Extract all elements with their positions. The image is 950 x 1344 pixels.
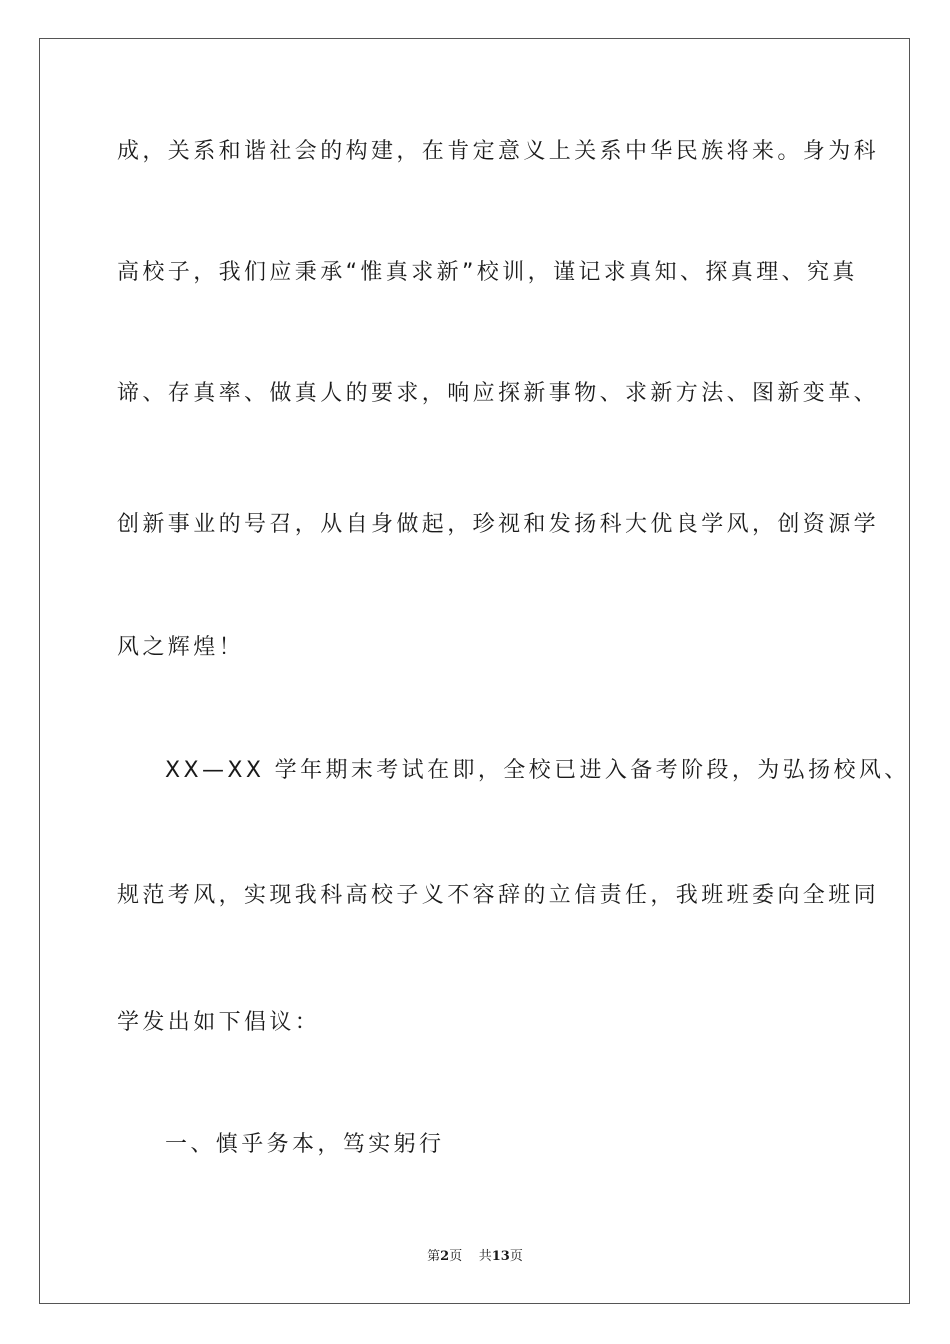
- total-prefix: 共: [478, 1249, 492, 1264]
- page-prefix: 第: [427, 1249, 441, 1264]
- body-text-line-2: 高校子，我们应秉承“惟真求新”校训，谨记求真知、探真理、究真: [117, 260, 858, 285]
- body-text-line-4: 创新事业的号召，从自身做起，珍视和发扬科大优良学风，创资源学: [117, 512, 880, 537]
- total-pages-number: 13: [491, 1249, 510, 1264]
- page-border: [39, 38, 910, 1304]
- page-suffix: 页: [449, 1249, 463, 1264]
- paragraph-2-line-1: XX—XX 学年期末考试在即，全校已进入备考阶段，为弘扬校风、: [165, 758, 910, 783]
- current-page-number: 2: [440, 1249, 450, 1264]
- body-text-line-1: 成，关系和谐社会的构建，在肯定意义上关系中华民族将来。身为科: [117, 139, 880, 164]
- total-suffix: 页: [509, 1249, 523, 1264]
- page-footer: [0, 1248, 950, 1266]
- paragraph-2-line-3: 学发出如下倡议：: [117, 1010, 321, 1035]
- body-text-line-5: 风之辉煌！: [117, 635, 245, 660]
- paragraph-2-line-2: 规范考风，实现我科高校子义不容辞的立信责任，我班班委向全班同: [117, 883, 880, 908]
- section-heading: 一、慎乎务本，笃实躬行: [165, 1132, 445, 1157]
- body-text-line-3: 谛、存真率、做真人的要求，响应探新事物、求新方法、图新变革、: [117, 381, 880, 406]
